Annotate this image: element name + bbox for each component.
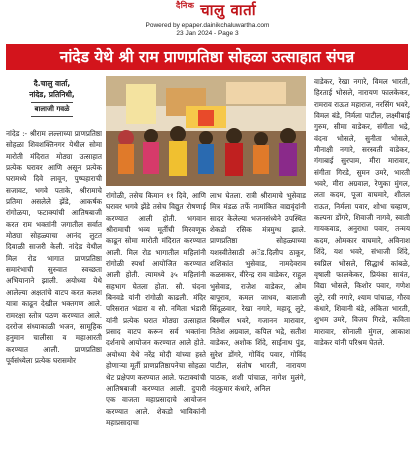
article-column-3: लाभ घेतला. रात्री श्रीरामाचे भुसेवाड मित्र मंडळ तर्फे नामांकित वाद्यवृंदांनी सादर केलेल्या भजनसंध्येने उपस्थित शेकडो रसिक मंत्रमुग्ध झाले. प्राणप्रतिष्ठा सोहळ्याच्या यशस्वीतेसाठी अॅड.दिलीप ठाकूर, शशिकांत भुसेवाड, नामदेवराव कळसकर, वीरेन्द्र राव वाडेकर, राहुल भुसेवाड, राजेश वाडेकर, ओम बापूराव, कमल जाधव, बालाजी सिंदूळवार, रेखा नगारे, महादू लुटे, बिस्मील भवरे, गजानन मारावार, नितेश अग्रवाल, कपिल भद्रे, सतीश वाडेकर, अशोक शिंदे, साईनाथ पुंड, सुरेश डोंगरे, गोविंद पवार, गोविंद पाटील, संतोष भारती, नारायण पाठक, शशी पांचाळ, नागेश मुलंगे, नंदकुमार कंधारे, अनिल (210, 191, 306, 393)
newspaper-logo: $^{दैनिक}$ चालु वार्ता (176, 1, 257, 19)
byline-place: नांदेड, प्रतिनिधी, (29, 90, 75, 99)
article-column-2: रांगोळी, तसेच किमान ११ दिवे, आणि घरावर भगवे झेंडे तसेच विद्युत रोषणाई करण्यात आली होती. भगवान श्रीरामाची भव्य मूर्तीची मिरवणूक काढून सोमा मारोती मंदिरात करण्यात आली. मिल रोड भागातील महिलांनी रांगोळी स्पर्धा आयोजित करण्यात आली होती. त्यामध्ये ३५ महिलांनी सहभाग घेतला होता. सौ. चंदना बिनवडे यांनी रांगोळी काढली. मंदिर परिसरात भंडारा व सौ. नमिता भंडारी यांनी प्रत्येक घरात मोठ्या उत्साहात प्रसाद वाटप करून सर्व भक्तांना दर्शनाचे आयोजन करण्यात आले होते. अयोध्या येथे नरेंद्र मोदी यांच्या हस्ते होणाऱ्या मूर्ती प्राणप्रतिष्ठापनेचा सोहळा थेट प्रक्षेपण करण्यात आले. फटाक्यांची आतिषबाजी करण्यात आली. दुपारी एक वाजता महाप्रसादाचे आयोजन करण्यात आले. शेकडो भाविकांनी महाप्रसादाचा (106, 191, 206, 427)
date-page-text: 23 Jan 2024 - Page 3 (176, 30, 239, 37)
masthead (0, 0, 415, 37)
byline-reporter: बालाजी गवळे (31, 102, 74, 117)
headline-banner: नांदेड येथे श्री राम प्राणप्रतिष्ठा सोहळा उत्साहात संपन्न (6, 44, 408, 70)
article-column-4: वाडेकर, रेखा नगारे, विमल भारती, हिरताई भोसले, नारायण फालकेकर, रामराव राऊत महाराज, नरसिंग भवरे, विमल बंडे, निर्मला पाटील, लक्ष्मीबाई गुरुम, सीमा वाडेकर, संगीता भद्रे, वंदना भोसले, सुनीता भोसले, मीनाक्षी नगारे, सरस्वती वाडेकर, गंगाबाई सुरपाम, मीरा मारावार, संगीता गिरडे, सुमन उमरे, भारती भवरे, मीरा अग्रवाल, रेणुका मुंगल, लता कदम, पूजा वाघमारे, शीतल राऊत, निर्मला पवार, शोभा चव्हाण, कल्पना डोंगरे, शिवाजी नागवे, स्वाती गायकवाड, अनुराधा पवार, तन्मय कदम, ओमकार वाघमारे, अविनाश शिंदे, यश भवरे, संभाजी शिंदे, स्वप्निल भोसले, सिद्धार्थ कांबळे, वृषाली फालकेकर, प्रियंका सावंत, विद्या भोसले, किशोर पवार, गणेश लुटे, रवी नगारे, श्याम पांचाळ, गौरव कंधारे, शिवानी बंडे, अंकिता भारती, शुभम उमरे, विजय गिरडे, कविता मारावार, सोनाली मुंगल, आकाश वाडेकर यांनी परिश्रम घेतले. (314, 77, 410, 347)
article-column-1: नांदेड :- श्रीराम लल्लाच्या प्राणप्रतिष्ठा सोहळा शिवशक्तिनगर येथील सोमा मारोती मंदिरात मोठ्या उत्साहात प्रत्येक घरावर आणि असून प्रत्येक घरामध्ये दिवे लावून, पुष्पहाराची सजावट, भगवे पताके, श्रीरामाचे प्रतिमा असलेले झेंडे, आकर्षक रांगोळया, फटाक्यांची आतिषबाजी करत राम भक्तांनी जगातील सर्वात मोठ्या सोहळ्याचा आनंद लुटत दिवाळी साजरी केली. नांदेड येथील मिल रोड भागात प्राणप्रतिष्ठा समारंभाची सुरुवात स्वच्छता अभियानाने झाली. अयोध्या येथे आलेल्या अक्षतांचे वाटप करत कलश यात्रा काढून देखील भक्तगण आले. रामरक्षा स्तोत्र पठण करण्यात आले. दररोज संध्याकाळी भजन, सामूहिक हनुमान चालीसा व महाआरती करण्यात आली. प्राणप्रतिष्ठा पूर्वसंध्येला प्रत्येक घरासमोर (6, 129, 102, 365)
byline-paper: दै.चालु वार्ता, (33, 79, 71, 88)
powered-by-text: Powered by epaper.dainikchaluwartha.com (145, 22, 270, 29)
byline (6, 78, 98, 126)
news-photo (106, 76, 306, 186)
